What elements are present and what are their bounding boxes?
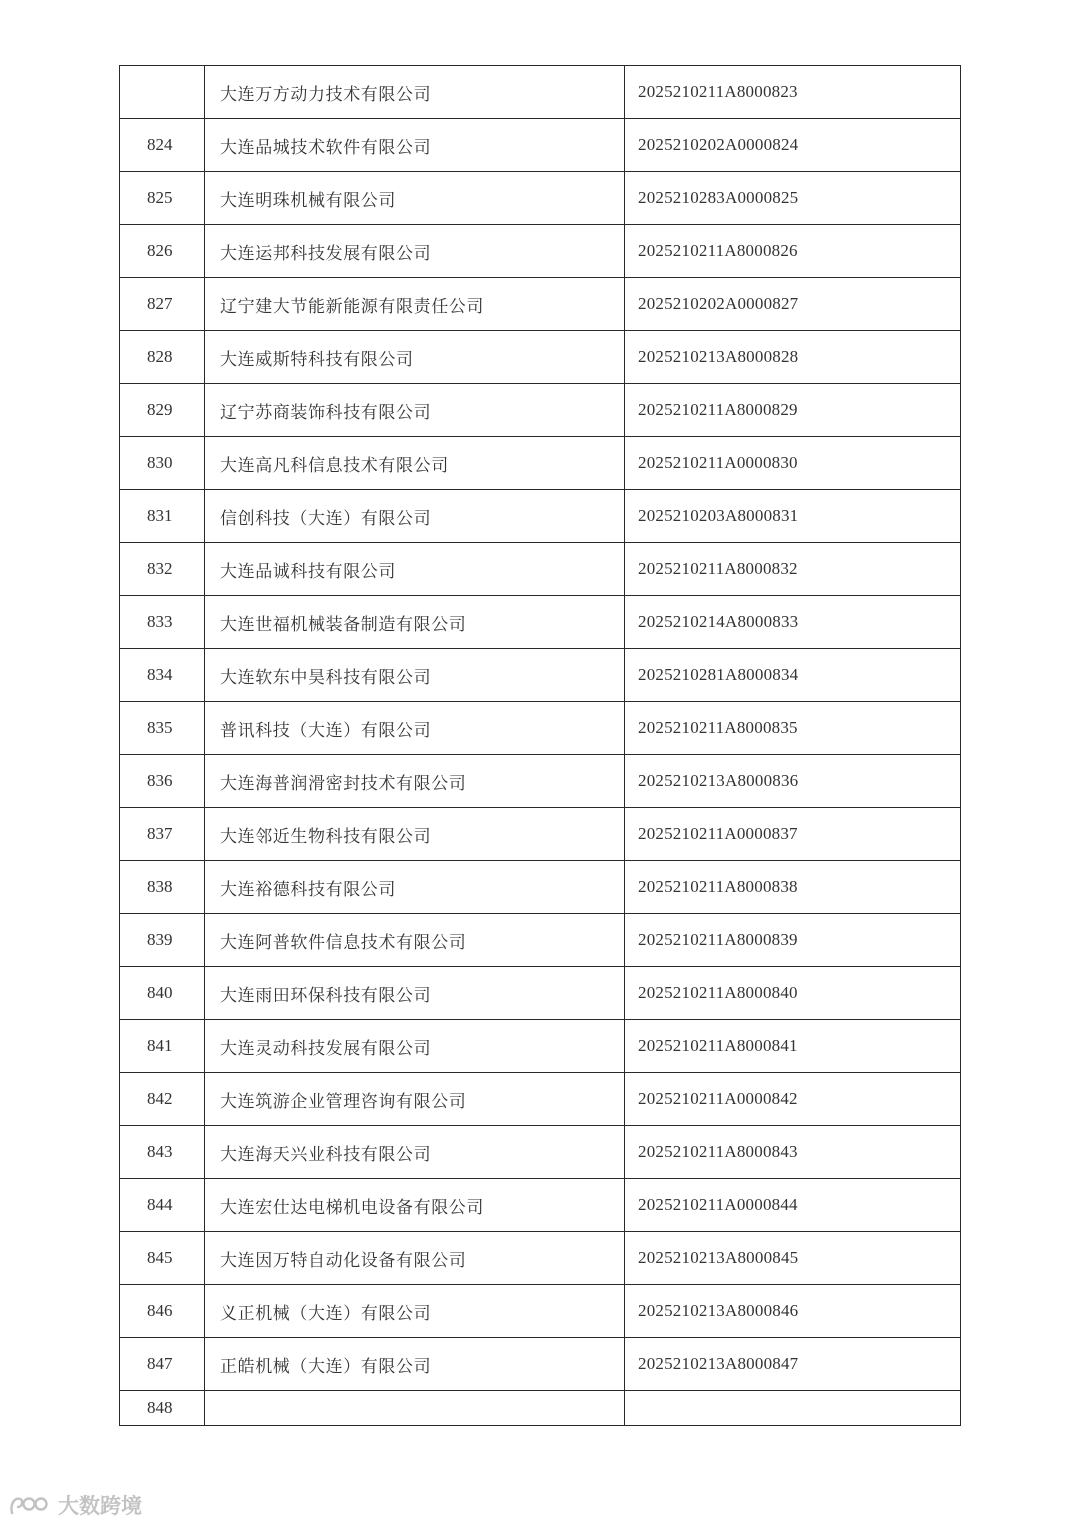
row-number-cell: 845 bbox=[120, 1232, 205, 1285]
table-row bbox=[120, 596, 961, 649]
table-row bbox=[120, 1073, 961, 1126]
table-row bbox=[120, 1179, 961, 1232]
company-name-cell: 大连阿普软件信息技术有限公司 bbox=[205, 914, 625, 967]
company-name-cell: 义正机械（大连）有限公司 bbox=[205, 1285, 625, 1338]
row-number-cell: 836 bbox=[120, 755, 205, 808]
table-row bbox=[120, 172, 961, 225]
registration-code-cell: 2025210213A8000845 bbox=[625, 1232, 961, 1285]
row-number-cell: 824 bbox=[120, 119, 205, 172]
row-number-cell: 833 bbox=[120, 596, 205, 649]
row-number-cell: 826 bbox=[120, 225, 205, 278]
company-name-cell: 大连高凡科信息技术有限公司 bbox=[205, 437, 625, 490]
row-number-cell: 835 bbox=[120, 702, 205, 755]
table-row bbox=[120, 1020, 961, 1073]
table-row bbox=[120, 331, 961, 384]
company-name-cell: 大连运邦科技发展有限公司 bbox=[205, 225, 625, 278]
company-name-cell: 大连裕德科技有限公司 bbox=[205, 861, 625, 914]
table-row bbox=[120, 702, 961, 755]
company-name-cell: 大连万方动力技术有限公司 bbox=[205, 66, 625, 119]
row-number-cell: 830 bbox=[120, 437, 205, 490]
company-name-cell: 辽宁苏商装饰科技有限公司 bbox=[205, 384, 625, 437]
registration-code-cell bbox=[625, 1391, 961, 1426]
row-number-cell: 831 bbox=[120, 490, 205, 543]
row-number-cell: 842 bbox=[120, 1073, 205, 1126]
registration-code-cell: 2025210211A8000843 bbox=[625, 1126, 961, 1179]
registration-code-cell: 2025210211A8000823 bbox=[625, 66, 961, 119]
row-number-cell: 844 bbox=[120, 1179, 205, 1232]
company-name-cell: 大连灵动科技发展有限公司 bbox=[205, 1020, 625, 1073]
table-row bbox=[120, 1285, 961, 1338]
registration-code-cell: 2025210211A8000838 bbox=[625, 861, 961, 914]
registration-code-cell: 2025210202A0000827 bbox=[625, 278, 961, 331]
company-name-cell: 大连世福机械装备制造有限公司 bbox=[205, 596, 625, 649]
row-number-cell: 848 bbox=[120, 1391, 205, 1426]
company-name-cell: 大连品城技术软件有限公司 bbox=[205, 119, 625, 172]
table-row bbox=[120, 755, 961, 808]
table-row bbox=[120, 225, 961, 278]
company-name-cell: 大连软东中昊科技有限公司 bbox=[205, 649, 625, 702]
company-name-cell: 正皓机械（大连）有限公司 bbox=[205, 1338, 625, 1391]
company-name-cell: 大连雨田环保科技有限公司 bbox=[205, 967, 625, 1020]
row-number-cell: 825 bbox=[120, 172, 205, 225]
table-body bbox=[120, 66, 961, 1426]
table-row bbox=[120, 278, 961, 331]
table-row bbox=[120, 437, 961, 490]
row-number-cell: 837 bbox=[120, 808, 205, 861]
table-row bbox=[120, 490, 961, 543]
watermark bbox=[8, 1490, 142, 1520]
company-name-cell: 大连筑游企业管理咨询有限公司 bbox=[205, 1073, 625, 1126]
registration-code-cell: 2025210281A8000834 bbox=[625, 649, 961, 702]
row-number-cell: 829 bbox=[120, 384, 205, 437]
registration-code-cell: 2025210211A8000829 bbox=[625, 384, 961, 437]
row-number-cell: 834 bbox=[120, 649, 205, 702]
row-number-cell: 828 bbox=[120, 331, 205, 384]
row-number-cell: 843 bbox=[120, 1126, 205, 1179]
row-number-cell: 846 bbox=[120, 1285, 205, 1338]
company-name-cell: 大连因万特自动化设备有限公司 bbox=[205, 1232, 625, 1285]
company-name-cell: 大连宏仕达电梯机电设备有限公司 bbox=[205, 1179, 625, 1232]
registration-code-cell: 2025210211A0000830 bbox=[625, 437, 961, 490]
registration-code-cell: 2025210211A0000837 bbox=[625, 808, 961, 861]
table-row bbox=[120, 861, 961, 914]
registration-code-cell: 2025210211A8000832 bbox=[625, 543, 961, 596]
table-row bbox=[120, 384, 961, 437]
registration-code-cell: 2025210211A0000844 bbox=[625, 1179, 961, 1232]
company-name-cell: 大连明珠机械有限公司 bbox=[205, 172, 625, 225]
registration-code-cell: 2025210211A8000841 bbox=[625, 1020, 961, 1073]
table-row bbox=[120, 649, 961, 702]
company-name-cell: 大连威斯特科技有限公司 bbox=[205, 331, 625, 384]
table-row bbox=[120, 1232, 961, 1285]
registration-code-cell: 2025210211A8000839 bbox=[625, 914, 961, 967]
table-row bbox=[120, 914, 961, 967]
company-name-cell: 大连海普润滑密封技术有限公司 bbox=[205, 755, 625, 808]
row-number-cell bbox=[120, 66, 205, 119]
row-number-cell: 839 bbox=[120, 914, 205, 967]
brand-logo-icon bbox=[8, 1493, 52, 1517]
company-name-cell: 大连品诚科技有限公司 bbox=[205, 543, 625, 596]
company-name-cell bbox=[205, 1391, 625, 1426]
registration-code-cell: 2025210211A8000840 bbox=[625, 967, 961, 1020]
row-number-cell: 832 bbox=[120, 543, 205, 596]
registration-code-cell: 2025210213A8000846 bbox=[625, 1285, 961, 1338]
registration-code-cell: 2025210213A8000836 bbox=[625, 755, 961, 808]
table-row bbox=[120, 967, 961, 1020]
company-name-cell: 大连邻近生物科技有限公司 bbox=[205, 808, 625, 861]
company-list-table bbox=[119, 65, 961, 1426]
registration-code-cell: 2025210211A8000826 bbox=[625, 225, 961, 278]
table-row bbox=[120, 808, 961, 861]
registration-code-cell: 2025210211A8000835 bbox=[625, 702, 961, 755]
row-number-cell: 847 bbox=[120, 1338, 205, 1391]
registration-code-cell: 2025210202A0000824 bbox=[625, 119, 961, 172]
watermark-text: 大数跨境 bbox=[58, 1494, 142, 1518]
registration-code-cell: 2025210213A8000847 bbox=[625, 1338, 961, 1391]
company-name-cell: 大连海天兴业科技有限公司 bbox=[205, 1126, 625, 1179]
company-name-cell: 普讯科技（大连）有限公司 bbox=[205, 702, 625, 755]
row-number-cell: 841 bbox=[120, 1020, 205, 1073]
row-number-cell: 838 bbox=[120, 861, 205, 914]
table-row bbox=[120, 543, 961, 596]
row-number-cell: 840 bbox=[120, 967, 205, 1020]
table-row bbox=[120, 119, 961, 172]
registration-code-cell: 2025210214A8000833 bbox=[625, 596, 961, 649]
table-row bbox=[120, 1391, 961, 1426]
registration-code-cell: 2025210203A8000831 bbox=[625, 490, 961, 543]
registration-code-cell: 2025210211A0000842 bbox=[625, 1073, 961, 1126]
table-row bbox=[120, 1338, 961, 1391]
company-name-cell: 辽宁建大节能新能源有限责任公司 bbox=[205, 278, 625, 331]
registration-code-cell: 2025210283A0000825 bbox=[625, 172, 961, 225]
row-number-cell: 827 bbox=[120, 278, 205, 331]
registration-code-cell: 2025210213A8000828 bbox=[625, 331, 961, 384]
table-row bbox=[120, 1126, 961, 1179]
company-name-cell: 信创科技（大连）有限公司 bbox=[205, 490, 625, 543]
table-row bbox=[120, 66, 961, 119]
